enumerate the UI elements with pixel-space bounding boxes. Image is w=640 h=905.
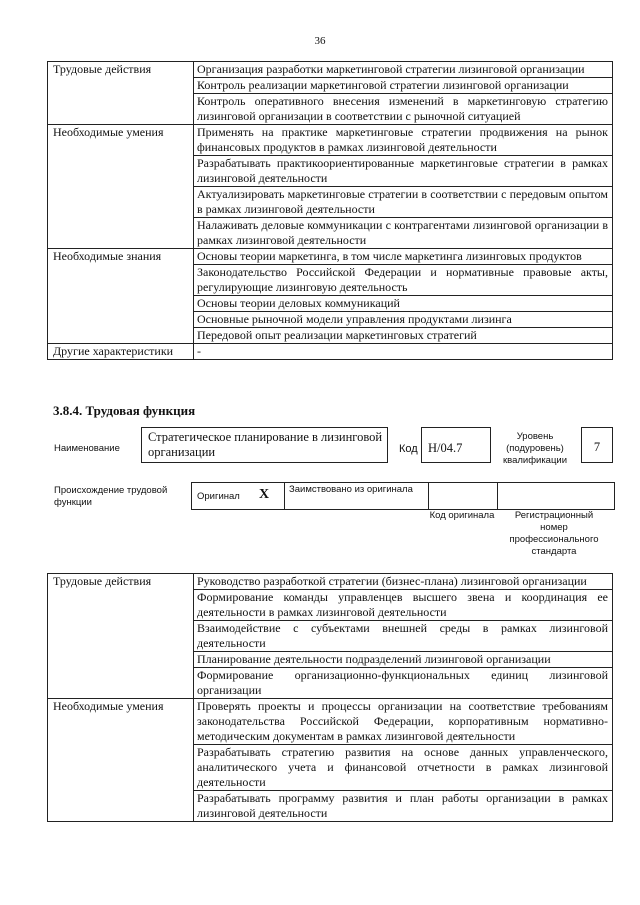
row-label: Необходимые умения [48,125,194,249]
row-item: Разрабатывать практикоориентированные маркетинговые стратегии в рамках лизинговой деятельности [194,156,613,187]
row-label: Трудовые действия [48,574,194,699]
table-row [48,125,613,156]
row-item: Организация разработки маркетинговой стратегии лизинговой организации [194,62,613,78]
row-item: Планирование деятельности подразделений лизинговой организации [194,652,613,668]
row-item: Формирование команды управленцев высшего звена и координация ее деятельности в рамках лизинговой деятельности [194,590,613,621]
function-name: Стратегическое планирование в лизинговой организации [148,430,383,459]
row-label: Другие характеристики [48,344,194,360]
row-label: Необходимые умения [48,699,194,822]
row-item: Разрабатывать стратегию развития на основе данных управленческого, аналитического учета и финансовой отчетности в рамках лизинговой деятельности [194,745,613,791]
row-item: Налаживать деловые коммуникации с контрагентами лизинговой организации в рамках лизинговой деятельности [194,218,613,249]
divider [284,483,285,509]
name-label: Наименование [54,443,120,454]
row-item: Контроль реализации маркетинговой стратегии лизинговой организации [194,78,613,94]
row-label: Трудовые действия [48,62,194,125]
divider [497,483,498,509]
table-row [48,62,613,78]
row-item: - [194,344,613,360]
row-item: Проверять проекты и процессы организации на соответствие требованиям законодательства Российской Федерации, корпоративным нормативно-методическим документам в рамках лизинговой деятельности [194,699,613,745]
table-row [48,574,613,590]
original-mark: X [259,487,270,502]
table-row [48,344,613,360]
origin-row [191,482,615,510]
row-item: Формирование организационно-функциональных единиц лизинговой организации [194,668,613,699]
row-item: Применять на практике маркетинговые стратегии продвижения на рынок финансовых продуктов в рамках лизинговой деятельности [194,125,613,156]
row-item: Разрабатывать программу развития и план работы организации в рамках лизинговой деятельности [194,791,613,822]
function-name-box [141,427,388,463]
origin-label: Происхождение трудовой функции [54,485,168,508]
work-functions-table-2 [47,573,613,822]
level-box [581,427,613,463]
page-number: 36 [314,35,326,47]
level-value: 7 [593,440,601,454]
function-code-box [421,427,491,463]
row-item: Передовой опыт реализации маркетинговых стратегий [194,328,613,344]
work-functions-table-1 [47,61,613,360]
row-label: Необходимые знания [48,249,194,344]
original-label: Оригинал [197,491,240,502]
row-item: Законодательство Российской Федерации и нормативные правовые акты, регулирующие лизинговую деятельность [194,265,613,296]
row-item: Контроль оперативного внесения изменений в маркетинговую стратегию лизинговой организации в соответствии с рыночной ситуацией [194,94,613,125]
row-item: Основные рыночной модели управления продуктами лизинга [194,312,613,328]
divider [428,483,429,509]
row-item: Актуализировать маркетинговые стратегии в соответствии с передовым опытом в рамках лизинговой деятельности [194,187,613,218]
row-item: Основы теории маркетинга, в том числе маркетинга лизинговых продуктов [194,249,613,265]
code-label: Код [399,443,418,455]
table-row [48,699,613,745]
row-item: Основы теории деловых коммуникаций [194,296,613,312]
table-row [48,249,613,265]
row-item: Взаимодействие с субъектами внешней среды в рамках лизинговой деятельности [194,621,613,652]
function-code: Н/04.7 [428,441,463,455]
borrowed-label: Заимствовано из оригинала [289,484,413,495]
level-label: Уровень (подуровень) квалификации [502,431,568,466]
section-title: 3.8.4. Трудовая функция [53,403,196,418]
reg-number-caption: Регистрационный номер профессионального стандарта [509,510,599,557]
row-item: Руководство разработкой стратегии (бизнес-плана) лизинговой организации [194,574,613,590]
code-original-caption: Код оригинала [429,510,495,521]
